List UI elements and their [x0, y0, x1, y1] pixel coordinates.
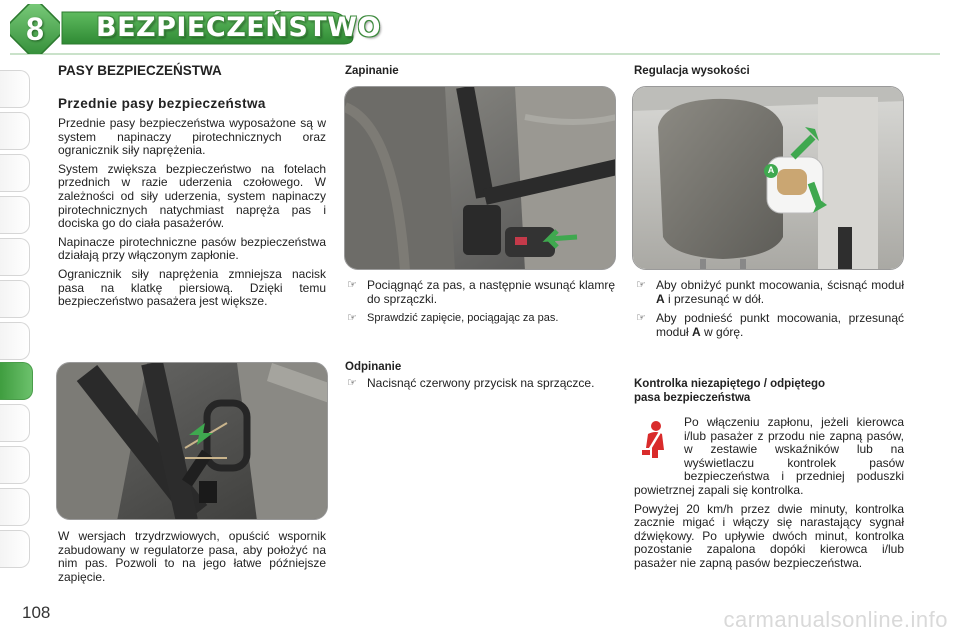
subsection-title: Przednie pasy bezpieczeństwa: [58, 96, 266, 111]
warning-text: [634, 416, 904, 576]
list-item: ☞ Aby obniżyć punkt mocowania, ścisnąć moduł A i przesunąć w dół.: [636, 278, 904, 306]
icon-float-spacer: [634, 416, 684, 472]
photo-caption: [58, 530, 326, 589]
heading-warning-light: Kontrolka niezapiętego / odpiętego pasa bezpieczeństwa: [634, 378, 826, 404]
side-tab-4[interactable]: [0, 196, 30, 234]
module-a-label: A: [767, 165, 775, 175]
paragraph: Ogranicznik siły naprężenia zmniejsza nacisk pasa na klatkę piersiową. Dzięki temu bezpieczeństwo pasażera jest większe.: [58, 266, 326, 309]
caption-text: W wersjach trzydrzwiowych, opuścić wspornik zabudowany w regulatorze pasa, aby położyć na nim pas. Pozwoli to na jego łatwe późniejsze zapięcie.: [58, 529, 326, 584]
paragraph: Po włączeniu zapłonu, jeżeli kierowca i/lub pasażer z przodu nie zapną pasów, w zestawie wskaźników lub na wyświetlaczu kontrolek pasów bezpieczeństwa i przedniej poduszki powietrznej zapali się kontrolka.: [634, 415, 904, 497]
side-tab-9[interactable]: [0, 404, 30, 442]
pointing-hand-icon: ☞: [636, 279, 646, 291]
heading-unfasten: Odpinanie: [345, 361, 402, 373]
section-title: PASY BEZPIECZEŃSTWA: [58, 63, 222, 78]
side-tab-12[interactable]: [0, 530, 30, 568]
pointing-hand-icon: ☞: [347, 312, 357, 325]
list-item: ☞ Pociągnąć za pas, a następnie wsunąć klamrę do sprzączki.: [347, 278, 615, 306]
fasten-instructions: [347, 279, 615, 332]
side-tab-7[interactable]: [0, 322, 30, 360]
watermark: carmanualsonline.info: [723, 607, 948, 632]
pointing-hand-icon: ☞: [636, 312, 646, 325]
photo-fasten-buckle: [344, 86, 616, 270]
paragraph: System zwiększa bezpieczeństwo na fotelach przednich w razie uderzenia czołowego. W zależności od siły uderzenia, system napinaczy pirotechnicznych natychmiast napręża pas i dociska go do ciała pasażerów.: [58, 161, 326, 231]
paragraph: Napinacze pirotechniczne pasów bezpieczeństwa działają przy włączonym zapłonie.: [58, 234, 326, 263]
side-tab-10[interactable]: [0, 446, 30, 484]
side-tab-6[interactable]: [0, 280, 30, 318]
photo-belt-guide: [56, 362, 328, 520]
side-tab-5[interactable]: [0, 238, 30, 276]
chapter-title: BEZPIECZEŃSTWO: [96, 12, 381, 43]
side-tab-2[interactable]: [0, 112, 30, 150]
heading-fasten: Zapinanie: [345, 65, 399, 77]
list-item: ☞ Nacisnąć czerwony przycisk na sprzączce.: [347, 376, 595, 390]
side-tab-3[interactable]: [0, 154, 30, 192]
list-item: ☞ Aby podnieść punkt mocowania, przesunąć moduł A w górę.: [636, 311, 904, 339]
side-tab-1[interactable]: [0, 70, 30, 108]
chapter-number: 8: [26, 10, 44, 47]
intro-text: [58, 117, 326, 314]
side-tab-8-active[interactable]: [0, 362, 33, 400]
pointing-hand-icon: ☞: [347, 279, 357, 291]
paragraph: Powyżej 20 km/h przez dwie minuty, kontrolka zacznie migać i włączy się narastający sygnał dźwiękowy. Po upływie dwóch minut, kontrolka pozostanie zapalona dopóki kierowca i/lub pasażer nie zapną pasów bezpieczeństwa.: [634, 501, 904, 570]
heading-height-adjustment: Regulacja wysokości: [634, 65, 750, 77]
unfasten-instructions: [347, 377, 615, 397]
paragraph: Przednie pasy bezpieczeństwa wyposażone są w system napinaczy pirotechnicznych oraz ogranicznik siły naprężenia.: [58, 116, 326, 158]
list-item: ☞ Sprawdzić zapięcie, pociągając za pas.: [347, 312, 559, 325]
side-tab-11[interactable]: [0, 488, 30, 526]
photo-height-adjust: [632, 86, 904, 270]
height-instructions: [636, 279, 904, 345]
pointing-hand-icon: ☞: [347, 377, 357, 389]
page-number: 108: [22, 603, 51, 622]
